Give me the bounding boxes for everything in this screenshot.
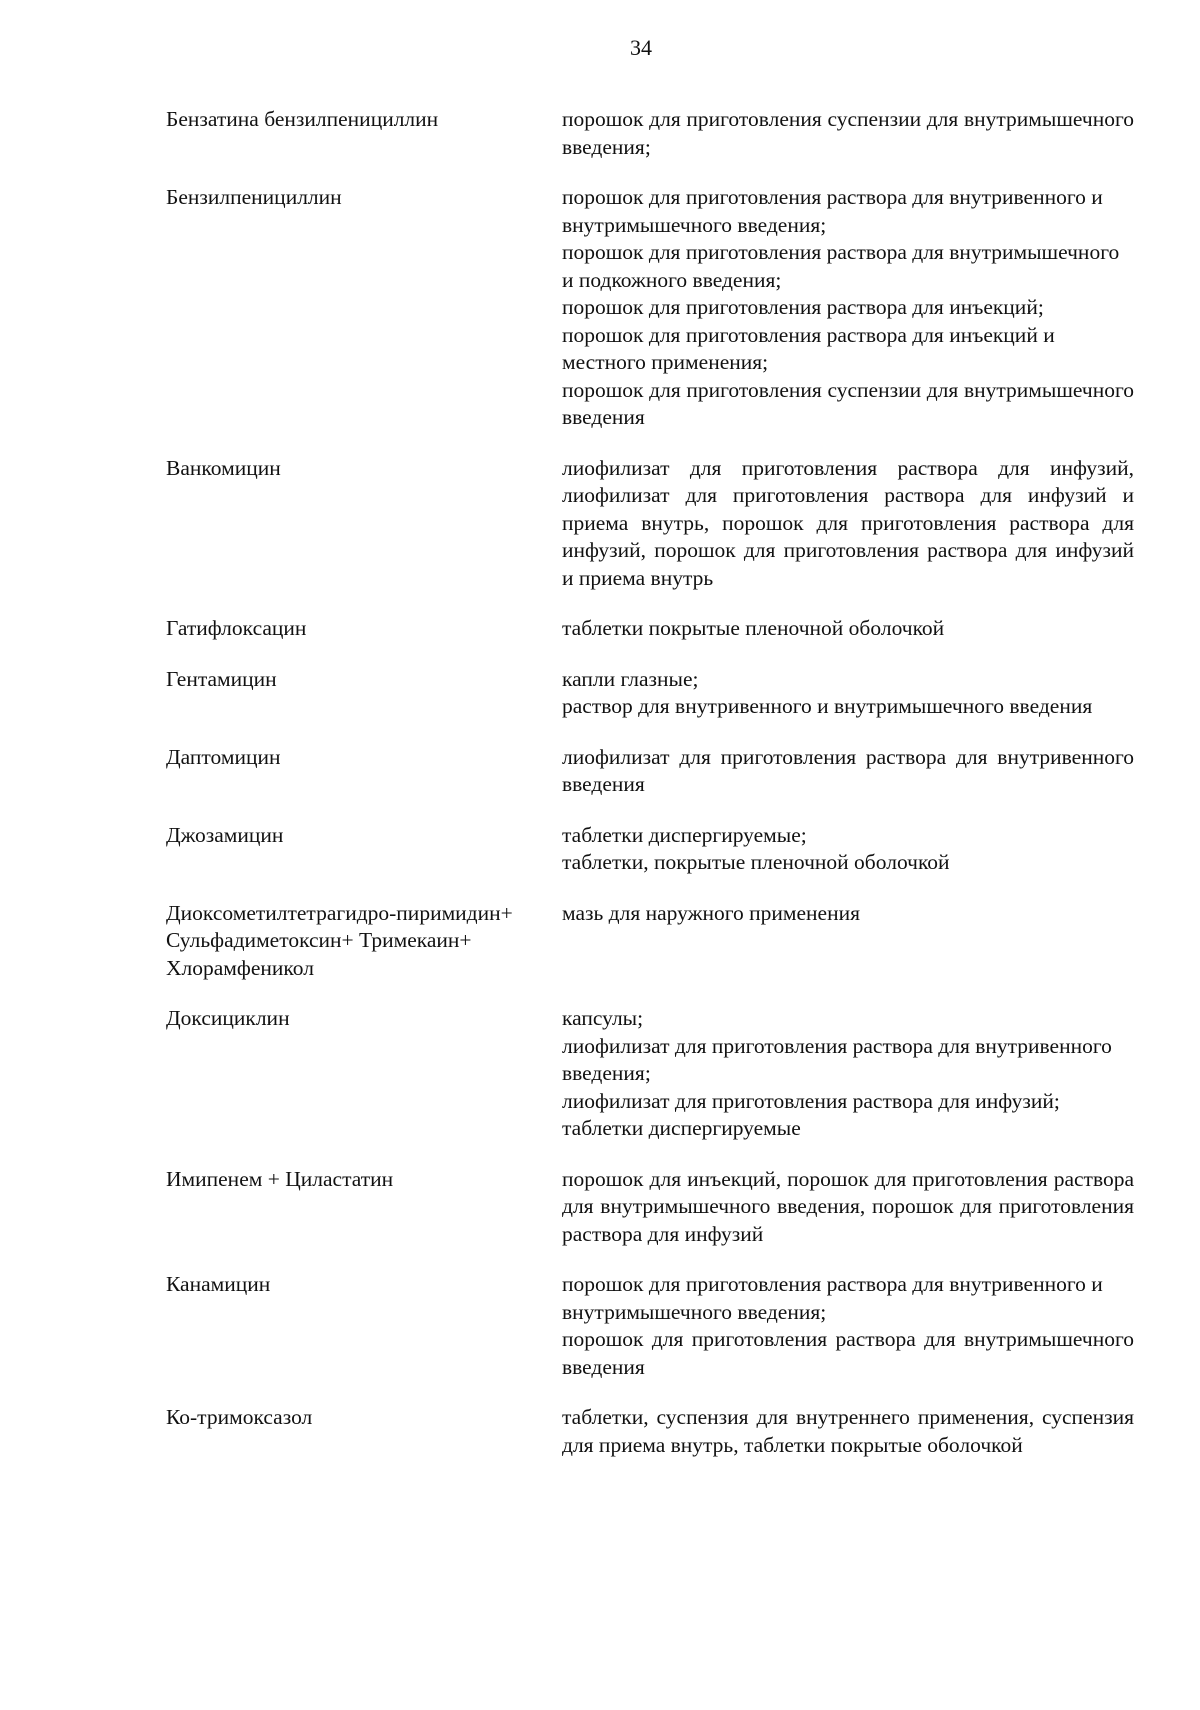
dosage-forms <box>562 106 1134 161</box>
dosage-form: порошок для инъекций, порошок для приготовления раствора для внутримышечного введения, порошок для приготовления раствора для инфузий <box>562 1166 1134 1246</box>
dosage-forms <box>562 744 1134 799</box>
dosage-form: порошок для приготовления раствора для инъекций; <box>562 295 1044 319</box>
dosage-forms <box>562 455 1134 593</box>
dosage-form: раствор для внутривенного и внутримышечного введения <box>562 694 1093 718</box>
drug-entry <box>166 744 1134 799</box>
dosage-form: порошок для приготовления раствора для инъекций и местного применения; <box>562 322 1055 374</box>
dosage-forms <box>562 1005 1134 1143</box>
drug-name: Ко-тримоксазол <box>166 1405 313 1429</box>
drug-entry <box>166 455 1134 593</box>
drug-name: Даптомицин <box>166 744 281 769</box>
dosage-form: порошок для приготовления раствора для внутримышечного введения <box>562 1327 1134 1379</box>
dosage-form: порошок для приготовления суспензии для внутримышечного введения; <box>562 107 1134 159</box>
dosage-form: порошок для приготовления раствора для внутривенного и внутримышечного введения; <box>562 185 1103 237</box>
dosage-forms <box>562 900 1134 928</box>
dosage-form: таблетки, суспензия для внутреннего применения, суспензия для приема внутрь, таблетки покрытые оболочкой <box>562 1405 1134 1457</box>
drug-name: Имипенем + Циластатин <box>166 1166 394 1191</box>
drug-name: Гатифлоксацин <box>166 616 307 640</box>
dosage-forms <box>562 1404 1134 1459</box>
dosage-forms <box>562 184 1134 432</box>
dosage-forms <box>562 615 1134 643</box>
drug-name: Канамицин <box>166 1272 271 1296</box>
dosage-forms <box>562 1271 1134 1381</box>
drug-name: Гентамицин <box>166 666 277 691</box>
drug-entry <box>166 1166 1134 1249</box>
drug-name: Бензатина бензилпенициллин <box>166 107 439 131</box>
dosage-form: таблетки покрытые пленочной оболочкой <box>562 616 945 640</box>
dosage-form: таблетки, покрытые пленочной оболочкой <box>562 850 950 874</box>
dosage-form: капли глазные; <box>562 666 699 691</box>
drug-name: Ванкомицин <box>166 455 281 480</box>
drug-entry <box>166 106 1134 161</box>
dosage-forms <box>562 666 1134 721</box>
dosage-form: лиофилизат для приготовления раствора для инфузий; <box>562 1088 1060 1113</box>
drug-entry <box>166 615 1134 643</box>
drug-name: Бензилпенициллин <box>166 185 342 209</box>
drug-entry <box>166 184 1134 432</box>
dosage-form: порошок для приготовления раствора для внутривенного и внутримышечного введения; <box>562 1272 1103 1324</box>
drug-name: Доксициклин <box>166 1006 290 1030</box>
page-number: 34 <box>630 35 652 60</box>
dosage-form: порошок для приготовления раствора для внутримышечного и подкожного введения; <box>562 240 1120 292</box>
dosage-form: порошок для приготовления суспензии для внутримышечного введения <box>562 377 1134 429</box>
drug-entry <box>166 666 1134 721</box>
dosage-form: таблетки диспергируемые <box>562 1116 801 1140</box>
drug-entry <box>166 1404 1134 1459</box>
dosage-form: лиофилизат для приготовления раствора для внутривенного введения; <box>562 1033 1112 1085</box>
drug-list <box>166 106 1134 1482</box>
drug-name: Джозамицин <box>166 822 284 847</box>
dosage-form: лиофилизат для приготовления раствора для внутривенного введения <box>562 744 1134 796</box>
drug-entry <box>166 1005 1134 1143</box>
dosage-forms <box>562 822 1134 877</box>
dosage-forms <box>562 1166 1134 1249</box>
dosage-form: мазь для наружного применения <box>562 900 860 925</box>
dosage-form: капсулы; <box>562 1006 644 1030</box>
dosage-form: лиофилизат для приготовления раствора для инфузий, лиофилизат для приготовления раствора для инфузий и приема внутрь, порошок для приготовления раствора для инфузий, порошок для приготовления раствора для инфузий и приема внутрь <box>562 455 1134 590</box>
drug-entry <box>166 822 1134 877</box>
drug-entry <box>166 900 1134 983</box>
drug-entry <box>166 1271 1134 1381</box>
dosage-form: таблетки диспергируемые; <box>562 822 807 847</box>
drug-name: Диоксометилтетрагидро-пиримидин+ Сульфадиметоксин+ Тримекаин+ Хлорамфеникол <box>166 900 513 980</box>
